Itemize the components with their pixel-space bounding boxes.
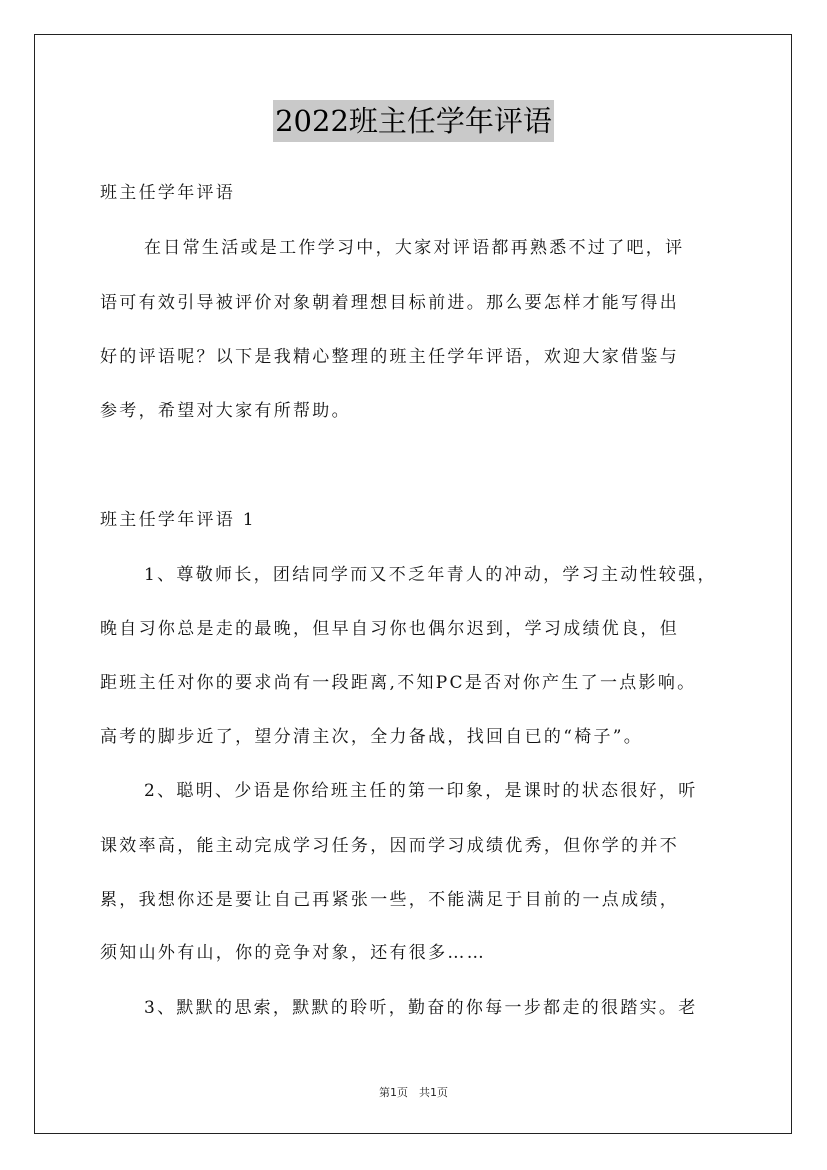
paragraph-2-line-3: 累，我想你还是要让自己再紧张一些，不能满足于目前的一点成绩， [100,890,679,910]
intro-line-4: 参考，希望对大家有所帮助。 [100,401,351,421]
document-title: 2022班主任学年评语 [273,100,554,142]
paragraph-1-line-3: 距班主任对你的要求尚有一段距离,不知PC是否对你产生了一点影响。 [100,673,697,693]
document-subtitle: 班主任学年评语 [100,183,236,203]
intro-line-1: 在日常生活或是工作学习中，大家对评语都再熟悉不过了吧，评 [144,238,685,258]
intro-line-3: 好的评语呢？以下是我精心整理的班主任学年评语，欢迎大家借鉴与 [100,347,679,367]
paragraph-1-line-1: 1、尊敬师长，团结同学而又不乏年青人的冲动，学习主动性较强， [144,565,717,585]
paragraph-2-line-2: 课效率高，能主动完成学习任务，因而学习成绩优秀，但你学的并不 [100,836,679,856]
paragraph-3-line-1: 3、默默的思索，默默的聆听，勤奋的你每一步都走的很踏实。老 [144,998,698,1018]
page-number-footer: 第1页 共1页 [379,1086,448,1099]
paragraph-1-line-4: 高考的脚步近了，望分清主次，全力备战，找回自已的“椅子”。 [100,727,644,747]
paragraph-2-line-1: 2、聪明、少语是你给班主任的第一印象，是课时的状态很好，听 [144,781,698,801]
intro-line-2: 语可有效引导被评价对象朝着理想目标前进。那么要怎样才能写得出 [100,293,679,313]
paragraph-1-line-2: 晚自习你总是走的最晚，但早自习你也偶尔迟到，学习成绩优良，但 [100,619,679,639]
title-container [0,100,827,142]
paragraph-2-line-4: 须知山外有山，你的竞争对象，还有很多…… [100,943,486,963]
section-heading: 班主任学年评语 1 [100,510,256,530]
